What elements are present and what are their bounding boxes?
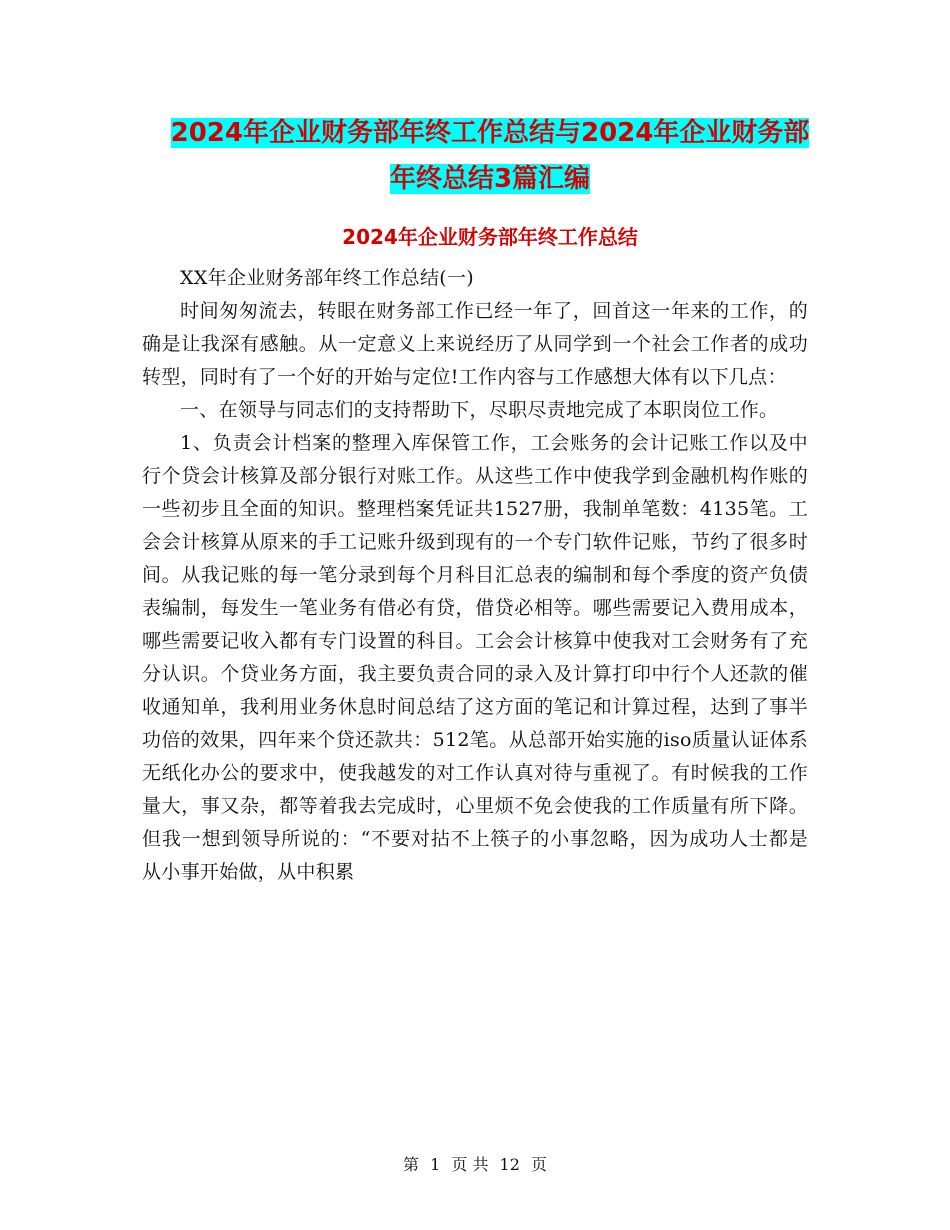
footer-total-pages: 12 bbox=[499, 1155, 520, 1174]
footer-page-number: 1 bbox=[430, 1155, 441, 1174]
paragraph: 时间匆匆流去，转眼在财务部工作已经一年了，回首这一年来的工作，的确是让我深有感触。从一定意义上来说经历了从同学到一个社会工作者的成功转型，同时有了一个好的开始与定位!工作内容与工作感想大体有以下几点： bbox=[142, 300, 808, 388]
document-body bbox=[142, 262, 808, 889]
section-title: 2024年企业财务部年终工作总结 bbox=[342, 225, 638, 249]
paragraph: 1、负责会计档案的整理入库保管工作，工会账务的会计记账工作以及中行个贷会计核算及部分银行对账工作。从这些工作中使我学到金融机构作账的一些初步且全面的知识。整理档案凭证共1527册，我制单笔数：4135笔。工会会计核算从原来的手工记账升级到现有的一个专门软件记账，节约了很多时间。从我记账的每一笔分录到每个月科目汇总表的编制和每个季度的资产负债表编制，每发生一笔业务有借必有贷，借贷必相等。哪些需要记入费用成本，哪些需要记收入都有专门设置的科目。工会会计核算中使我对工会财务有了充分认识。个贷业务方面，我主要负责合同的录入及计算打印中行个人还款的催收通知单，我利用业务休息时间总结了这方面的笔记和计算过程，达到了事半功倍的效果，四年来个贷还款共：512笔。从总部开始实施的iso质量认证体系无纸化办公的要求中，使我越发的对工作认真对待与重视了。有时候我的工作量大，事又杂，都等着我去完成时，心里烦不免会使我的工作质量有所下降。但我一想到领导所说的：“不要对拈不上筷子的小事忽略，因为成功人士都是从小事开始做，从中积累 bbox=[142, 432, 808, 883]
footer-prefix: 第 bbox=[402, 1155, 419, 1174]
title-line-2: 年终总结3篇汇编 bbox=[389, 164, 591, 194]
document-title bbox=[140, 110, 840, 202]
footer-middle: 页 共 bbox=[451, 1155, 489, 1174]
page-footer bbox=[0, 1153, 950, 1177]
title-line-1: 2024年企业财务部年终工作总结与2024年企业财务部 bbox=[170, 118, 810, 148]
footer-suffix: 页 bbox=[531, 1155, 548, 1174]
paragraph-subheading: XX年企业财务部年终工作总结(一) bbox=[180, 267, 474, 289]
paragraph: 一、在领导与同志们的支持帮助下，尽职尽责地完成了本职岗位工作。 bbox=[180, 399, 779, 421]
